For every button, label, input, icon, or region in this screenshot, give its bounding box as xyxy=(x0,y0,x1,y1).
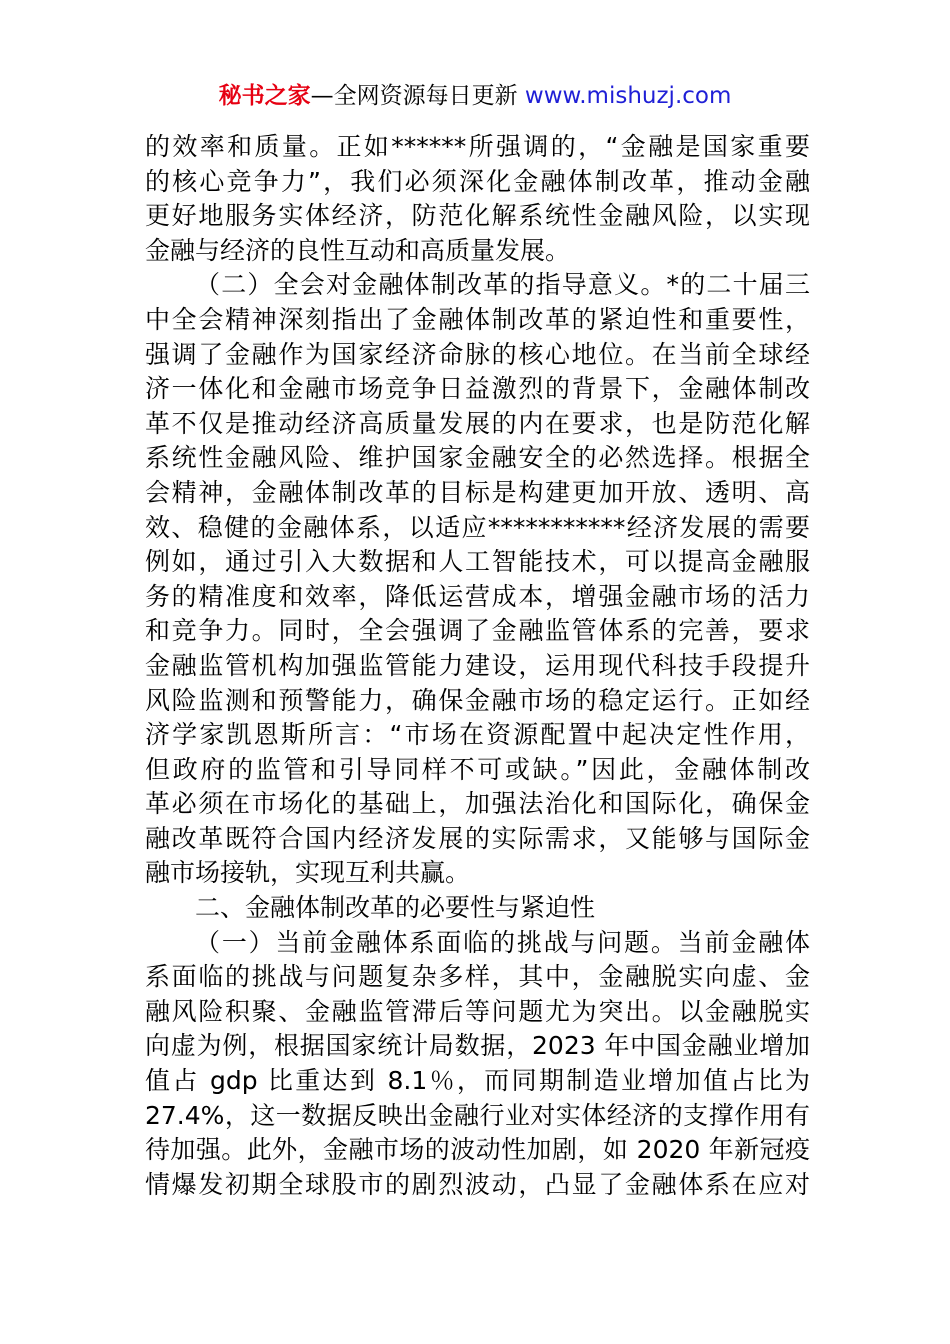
text-line: 系面临的挑战与问题复杂多样，其中，金融脱实向虚、金 xyxy=(145,962,810,992)
text-line: 但政府的监管和引导同样不可或缺。”因此，金融体制改 xyxy=(145,754,810,784)
text-line: 情爆发初期全球股市的剧烈波动，凸显了金融体系在应对 xyxy=(145,1169,810,1199)
text-line: 27.4%，这一数据反映出金融行业对实体经济的支撑作用有 xyxy=(145,1100,810,1130)
text-line: 和竞争力。同时，全会强调了金融监管体系的完善，要求 xyxy=(145,616,810,646)
text-line: 中全会精神深刻指出了金融体制改革的紧迫性和重要性， xyxy=(145,304,810,334)
text-line: 金融监管机构加强监管能力建设，运用现代科技手段提升 xyxy=(145,650,810,680)
text-line: 待加强。此外，金融市场的波动性加剧，如 2020 年新冠疫 xyxy=(145,1135,810,1165)
text-line: 值占 gdp 比重达到 8.1％，而同期制造业增加值占比为 xyxy=(145,1066,810,1096)
text-line: 金融与经济的良性互动和高质量发展。 xyxy=(145,235,571,265)
text-line: 融风险积聚、金融监管滞后等问题尤为突出。以金融脱实 xyxy=(145,996,810,1026)
text-line: 会精神，金融体制改革的目标是构建更加开放、透明、高 xyxy=(145,477,810,507)
document-body xyxy=(145,130,810,1202)
site-tagline: —全网资源每日更新 xyxy=(310,83,525,109)
site-url-link[interactable]: www.mishuzj.com xyxy=(524,83,732,109)
text-line: 济一体化和金融市场竞争日益激烈的背景下，金融体制改 xyxy=(145,374,810,404)
text-line: 风险监测和预警能力，确保金融市场的稳定运行。正如经 xyxy=(145,685,810,715)
text-line: 的核心竞争力”，我们必须深化金融体制改革，推动金融 xyxy=(145,166,810,196)
section-heading: 二、金融体制改革的必要性与紧迫性 xyxy=(195,893,596,923)
text-line: 融市场接轨，实现互利共赢。 xyxy=(145,858,471,888)
text-line: 更好地服务实体经济，防范化解系统性金融风险，以实现 xyxy=(145,201,810,231)
text-line: 的效率和质量。正如******所强调的，“金融是国家重要 xyxy=(145,132,810,161)
text-line: 向虚为例，根据国家统计局数据，2023 年中国金融业增加 xyxy=(145,1031,810,1061)
text-line: 系统性金融风险、维护国家金融安全的必然选择。根据全 xyxy=(145,443,810,473)
text-line: 务的精准度和效率，降低运营成本，增强金融市场的活力 xyxy=(145,581,810,611)
text-line: 革必须在市场化的基础上，加强法治化和国际化，确保金 xyxy=(145,789,810,819)
text-line: 例如，通过引入大数据和人工智能技术，可以提高金融服 xyxy=(145,547,810,577)
text-line: （二）全会对金融体制改革的指导意义。*的二十届三 xyxy=(195,270,810,300)
text-line: 强调了金融作为国家经济命脉的核心地位。在当前全球经 xyxy=(145,339,810,369)
site-brand: 秘书之家 xyxy=(218,83,311,109)
text-line: 济学家凯恩斯所言：“市场在资源配置中起决定性作用， xyxy=(145,720,810,750)
site-header xyxy=(0,80,950,112)
text-line: （一）当前金融体系面临的挑战与问题。当前金融体 xyxy=(195,927,810,957)
text-line: 融改革既符合国内经济发展的实际需求，又能够与国际金 xyxy=(145,823,810,853)
text-line: 效、稳健的金融体系，以适应***********经济发展的需要 xyxy=(145,512,810,542)
text-line: 革不仅是推动经济高质量发展的内在要求，也是防范化解 xyxy=(145,408,810,438)
